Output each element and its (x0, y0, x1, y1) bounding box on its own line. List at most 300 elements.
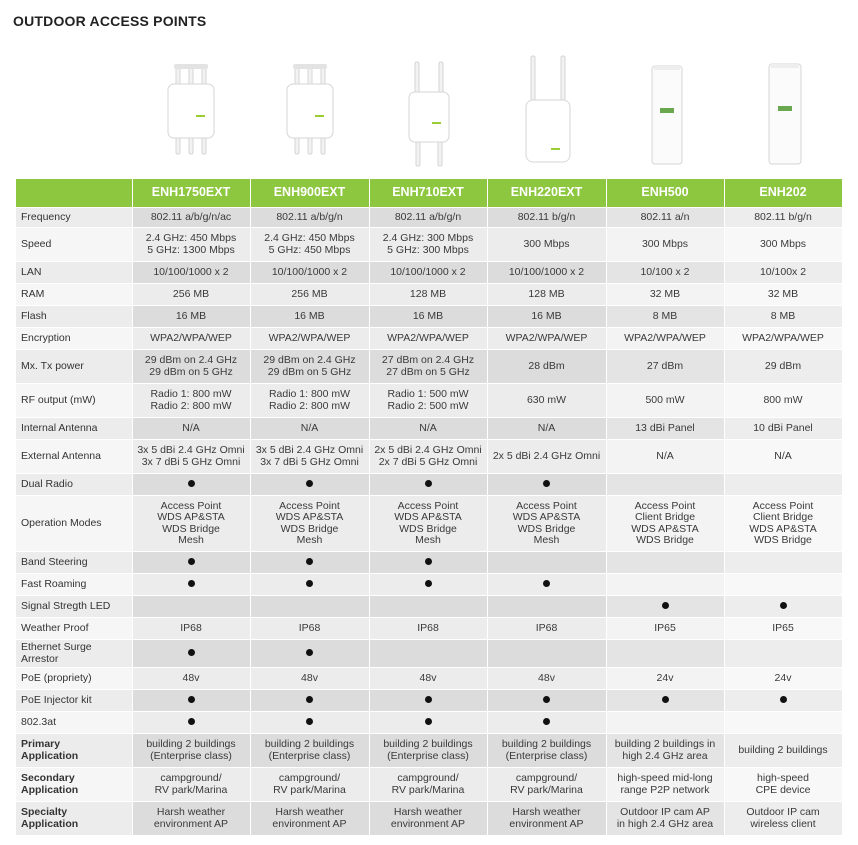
table-cell (250, 712, 369, 734)
table-cell (606, 768, 724, 802)
cell-line: 300 Mbps (759, 237, 807, 250)
table-row (16, 802, 842, 836)
cell-line: IP68 (535, 621, 558, 634)
cell-line: Harsh weather (393, 806, 463, 818)
table-cell (132, 384, 250, 418)
feature-dot-icon (188, 649, 195, 656)
cell-line: WDS Bridge (636, 534, 694, 546)
table-cell (250, 262, 369, 284)
table-cell (250, 618, 369, 640)
access-point-6-antenna-icon (251, 50, 369, 178)
comparison-table (16, 179, 843, 836)
table-cell (487, 712, 606, 734)
table-cell (606, 668, 724, 690)
cell-line: WPA2/WPA/WEP (742, 331, 824, 344)
row-label (16, 690, 132, 712)
table-cell (606, 262, 724, 284)
cell-line: Access Point (279, 499, 340, 512)
cell-line: WPA2/WPA/WEP (624, 331, 706, 344)
table-cell (132, 208, 250, 228)
table-cell (724, 262, 842, 284)
device-images (132, 50, 842, 178)
cell-line: RV park/Marina (273, 783, 346, 796)
row-label-line: Flash (21, 309, 47, 322)
table-cell (606, 596, 724, 618)
table-row (16, 418, 842, 440)
table-cell (487, 618, 606, 640)
table-row (16, 328, 842, 350)
table-cell (606, 208, 724, 228)
cell-line: 500 mW (645, 393, 685, 406)
cell-line: building 2 buildings (146, 738, 236, 750)
table-row (16, 208, 842, 228)
feature-dot-icon (425, 558, 432, 565)
table-cell (369, 306, 487, 328)
table-cell (724, 802, 842, 836)
feature-dot-icon (188, 718, 195, 725)
table-cell (132, 712, 250, 734)
feature-dot-icon (425, 480, 432, 487)
row-label-line: Frequency (21, 210, 71, 223)
row-label-line: Secondary (21, 772, 75, 784)
feature-dot-icon (543, 696, 550, 703)
table-cell (606, 690, 724, 712)
table-cell (487, 768, 606, 802)
cell-line: 128 MB (409, 287, 447, 300)
table-cell (250, 596, 369, 618)
cell-line: RV park/Marina (391, 783, 465, 796)
table-cell (606, 284, 724, 306)
table-cell (250, 208, 369, 228)
cell-line: 32 MB (649, 287, 681, 300)
feature-dot-icon (188, 480, 195, 487)
cell-line: 630 mW (526, 393, 567, 406)
table-cell (487, 802, 606, 836)
table-cell (487, 552, 606, 574)
table-cell (369, 496, 487, 552)
table-cell (132, 474, 250, 496)
table-row (16, 618, 842, 640)
table-row (16, 228, 842, 262)
table-cell (724, 208, 842, 228)
table-cell (369, 668, 487, 690)
table-cell (369, 284, 487, 306)
row-label-line: Weather Proof (21, 621, 89, 634)
cell-line: 2x 7 dBi 5 GHz Omni (378, 455, 478, 468)
cell-line: 16 MB (412, 309, 444, 322)
row-label-line: Internal Antenna (21, 421, 98, 434)
feature-dot-icon (188, 580, 195, 587)
table-cell (250, 474, 369, 496)
table-cell (606, 328, 724, 350)
cell-line: WDS Bridge (517, 522, 576, 535)
table-cell (369, 640, 487, 668)
table-cell (369, 262, 487, 284)
cell-line: 802.11 a/b/g/n/ac (150, 210, 232, 223)
cell-line: Mesh (178, 534, 204, 546)
cell-line: building 2 buildings in (614, 738, 716, 750)
table-cell (132, 328, 250, 350)
row-label (16, 552, 132, 574)
table-cell (132, 734, 250, 768)
row-label-line: Operation Modes (21, 516, 102, 529)
table-cell (487, 208, 606, 228)
table-cell (250, 690, 369, 712)
row-label-line: Application (21, 783, 79, 796)
header-cell: ENH1750EXT (132, 179, 250, 208)
table-cell (369, 690, 487, 712)
cell-line: WDS AP&STA (631, 522, 699, 535)
cell-line: IP68 (298, 621, 321, 634)
header-cell: ENH202 (724, 179, 842, 208)
cell-line: Access Point (634, 499, 696, 512)
row-label (16, 228, 132, 262)
table-cell (250, 440, 369, 474)
table-cell (132, 618, 250, 640)
table-cell (250, 552, 369, 574)
table-cell (724, 496, 842, 552)
cell-line: N/A (419, 421, 437, 434)
row-label-line: 802.3at (21, 715, 57, 728)
cell-line: WDS Bridge (280, 522, 339, 535)
access-point-2-antenna-icon (489, 50, 607, 178)
table-cell (606, 618, 724, 640)
table-cell (606, 384, 724, 418)
cell-line: high-speed mid-long (617, 772, 713, 784)
table-cell (606, 418, 724, 440)
table-cell (606, 350, 724, 384)
cell-line: 10/100/1000 x 2 (390, 265, 466, 278)
cell-line: Access Point (397, 499, 459, 512)
cell-line: environment AP (509, 817, 584, 830)
feature-dot-icon (425, 580, 432, 587)
cell-line: 802.11 a/b/g/n (394, 210, 462, 223)
cell-line: 256 MB (172, 287, 210, 300)
table-cell (724, 228, 842, 262)
row-label (16, 668, 132, 690)
table-cell (369, 384, 487, 418)
table-cell (132, 574, 250, 596)
cell-line: WDS AP&STA (157, 511, 225, 523)
table-cell (487, 306, 606, 328)
cell-line: Radio 1: 500 mW (387, 388, 469, 400)
row-label (16, 284, 132, 306)
table-cell (369, 768, 487, 802)
table-cell (369, 228, 487, 262)
access-point-2-antenna-icon (370, 50, 488, 178)
table-row (16, 712, 842, 734)
cell-line: range P2P network (620, 783, 710, 796)
cell-line: 16 MB (531, 309, 562, 322)
feature-dot-icon (306, 558, 313, 565)
header-row (16, 179, 842, 208)
table-cell (132, 262, 250, 284)
table-cell (250, 768, 369, 802)
feature-dot-icon (188, 558, 195, 565)
table-cell (724, 552, 842, 574)
cell-line: 802.11 b/g/n (517, 210, 576, 223)
cell-line: 3x 7 dBi 5 GHz Omni (260, 455, 359, 468)
table-cell (724, 768, 842, 802)
cell-line: Client Bridge (752, 511, 814, 523)
cell-line: IP65 (654, 621, 676, 634)
cell-line: high-speed (757, 772, 809, 784)
table-row (16, 690, 842, 712)
cell-line: Access Point (160, 499, 222, 512)
cell-line: 13 dBi Panel (635, 421, 695, 434)
row-label (16, 474, 132, 496)
cell-line: building 2 buildings (264, 738, 355, 750)
table-cell (250, 384, 369, 418)
table-cell (250, 228, 369, 262)
cell-line: Radio 2: 500 mW (387, 399, 469, 412)
feature-dot-icon (662, 696, 669, 703)
cell-line: building 2 buildings (383, 738, 473, 750)
cell-line: 2.4 GHz: 450 Mbps (145, 232, 237, 244)
row-label-line: Primary (21, 738, 61, 750)
row-label (16, 712, 132, 734)
header-cell: ENH900EXT (250, 179, 369, 208)
row-label-line: Encryption (21, 331, 71, 344)
table-row (16, 768, 842, 802)
cell-line: 802.11 a/b/g/n (276, 210, 343, 223)
cell-line: 24v (774, 671, 792, 684)
table-cell (724, 440, 842, 474)
table-cell (132, 640, 250, 668)
cell-line: RV park/Marina (154, 783, 228, 796)
cell-line: N/A (182, 421, 200, 434)
cell-line: WDS AP&STA (275, 511, 344, 523)
table-cell (132, 690, 250, 712)
row-label (16, 734, 132, 768)
table-cell (724, 734, 842, 768)
row-label (16, 418, 132, 440)
table-cell (487, 496, 606, 552)
table-cell (369, 734, 487, 768)
table-cell (606, 228, 724, 262)
table-cell (369, 552, 487, 574)
table-cell (724, 474, 842, 496)
cell-line: 800 mW (763, 393, 803, 406)
cell-line: 27 dBm (646, 359, 684, 372)
cell-line: 802.11 a/n (640, 210, 690, 223)
cell-line: campground/ (278, 772, 341, 784)
cell-line: 32 MB (767, 287, 799, 300)
feature-dot-icon (780, 696, 787, 703)
feature-dot-icon (188, 696, 195, 703)
panel-access-point-icon (608, 50, 726, 178)
row-label (16, 208, 132, 228)
row-label-line: Speed (21, 237, 52, 250)
table-cell (132, 496, 250, 552)
cell-line: 5 GHz: 1300 Mbps (147, 243, 235, 256)
cell-line: (Enterprise class) (150, 749, 232, 762)
table-cell (132, 306, 250, 328)
table-row (16, 262, 842, 284)
cell-line: Radio 2: 800 mW (268, 399, 351, 412)
table-cell (724, 418, 842, 440)
table-cell (487, 228, 606, 262)
cell-line: Radio 1: 800 mW (268, 388, 351, 400)
cell-line: campground/ (160, 772, 222, 784)
table-cell (606, 640, 724, 668)
cell-line: IP68 (417, 621, 439, 634)
cell-line: 10/100 x 2 (640, 265, 690, 278)
cell-line: N/A (656, 449, 674, 462)
table-cell (724, 574, 842, 596)
table-cell (487, 384, 606, 418)
cell-line: Radio 2: 800 mW (150, 399, 232, 412)
cell-line: 128 MB (528, 287, 565, 300)
row-label (16, 262, 132, 284)
cell-line: 48v (301, 671, 318, 684)
table-cell (724, 640, 842, 668)
feature-dot-icon (425, 718, 432, 725)
table-cell (724, 618, 842, 640)
cell-line: (Enterprise class) (387, 749, 469, 762)
cell-line: WPA2/WPA/WEP (150, 331, 232, 344)
cell-line: 8 MB (770, 309, 796, 322)
feature-dot-icon (543, 718, 550, 725)
cell-line: Outdoor IP cam (746, 806, 820, 818)
cell-line: 2.4 GHz: 300 Mbps (382, 232, 474, 244)
row-label-line: Specialty (21, 806, 68, 818)
feature-dot-icon (780, 602, 787, 609)
table-cell (369, 418, 487, 440)
table-cell (369, 618, 487, 640)
cell-line: 5 GHz: 450 Mbps (268, 243, 351, 256)
cell-line: WDS AP&STA (749, 522, 817, 535)
table-row (16, 596, 842, 618)
cell-line: N/A (537, 421, 556, 434)
table-cell (487, 418, 606, 440)
cell-line: building 2 buildings (501, 738, 592, 750)
feature-dot-icon (306, 718, 313, 725)
cell-line: Harsh weather (275, 806, 344, 818)
table-cell (369, 350, 487, 384)
table-cell (724, 328, 842, 350)
cell-line: WDS Bridge (399, 522, 457, 535)
table-cell (487, 474, 606, 496)
cell-line: 10/100/1000 x 2 (153, 265, 229, 278)
table-cell (132, 440, 250, 474)
row-label-line: Mx. Tx power (21, 359, 84, 372)
cell-line: WDS Bridge (754, 534, 812, 546)
cell-line: RV park/Marina (510, 783, 583, 796)
feature-dot-icon (306, 480, 313, 487)
row-label-line: Ethernet Surge Arrestor (21, 641, 92, 665)
table-cell (132, 552, 250, 574)
table-cell (606, 734, 724, 768)
header-corner (16, 179, 132, 208)
header-cell: ENH710EXT (369, 179, 487, 208)
cell-line: Outdoor IP cam AP (620, 806, 710, 818)
table-cell (132, 802, 250, 836)
row-label-line: RF output (mW) (21, 393, 96, 406)
cell-line: campground/ (397, 772, 459, 784)
table-cell (369, 208, 487, 228)
cell-line: 10/100/1000 x 2 (271, 265, 348, 278)
table-cell (724, 284, 842, 306)
panel-access-point-icon (727, 50, 845, 178)
table-cell (487, 596, 606, 618)
row-label-line: LAN (21, 265, 42, 278)
table-row (16, 474, 842, 496)
table-cell (606, 496, 724, 552)
table-cell (250, 284, 369, 306)
header-cell: ENH220EXT (487, 179, 606, 208)
cell-line: 48v (182, 671, 200, 684)
table-cell (606, 440, 724, 474)
row-label (16, 768, 132, 802)
row-label-line: Dual Radio (21, 477, 73, 490)
cell-line: 2x 5 dBi 2.4 GHz Omni (492, 449, 601, 462)
feature-dot-icon (306, 580, 313, 587)
row-label (16, 574, 132, 596)
row-label (16, 618, 132, 640)
cell-line: 29 dBm on 5 GHz (267, 365, 352, 378)
cell-line: Mesh (533, 534, 560, 546)
table-row (16, 284, 842, 306)
cell-line: in high 2.4 GHz area (616, 817, 714, 830)
table-cell (724, 306, 842, 328)
table-row (16, 384, 842, 418)
feature-dot-icon (543, 480, 550, 487)
cell-line: 29 dBm on 2.4 GHz (144, 354, 238, 366)
table-cell (369, 328, 487, 350)
cell-line: environment AP (390, 817, 466, 830)
table-cell (487, 262, 606, 284)
cell-line: environment AP (272, 817, 347, 830)
cell-line: campground/ (515, 772, 578, 784)
table-cell (250, 496, 369, 552)
feature-dot-icon (425, 696, 432, 703)
table-cell (724, 384, 842, 418)
table-cell (250, 350, 369, 384)
table-cell (724, 668, 842, 690)
cell-line: 300 Mbps (641, 237, 689, 250)
cell-line: 802.11 b/g/n (754, 210, 812, 223)
cell-line: 300 Mbps (523, 237, 570, 250)
table-cell (487, 734, 606, 768)
table-row (16, 440, 842, 474)
cell-line: 2.4 GHz: 450 Mbps (264, 232, 355, 244)
cell-line: 29 dBm (764, 359, 802, 372)
page-title: OUTDOOR ACCESS POINTS (13, 13, 207, 29)
table-cell (724, 712, 842, 734)
table-cell (487, 640, 606, 668)
table-cell (132, 596, 250, 618)
cell-line: 27 dBm on 5 GHz (386, 365, 470, 378)
table-cell (132, 228, 250, 262)
cell-line: CPE device (755, 783, 811, 796)
cell-line: Client Bridge (634, 511, 696, 523)
feature-dot-icon (306, 649, 313, 656)
table-cell (724, 350, 842, 384)
table-cell (250, 734, 369, 768)
cell-line: 29 dBm on 2.4 GHz (263, 354, 356, 366)
table-cell (132, 284, 250, 306)
table-cell (487, 350, 606, 384)
table-cell (487, 328, 606, 350)
row-label-line: RAM (21, 287, 45, 300)
cell-line: 16 MB (294, 309, 325, 322)
table-cell (250, 640, 369, 668)
row-label (16, 306, 132, 328)
table-cell (606, 574, 724, 596)
table-cell (369, 474, 487, 496)
table-cell (606, 552, 724, 574)
